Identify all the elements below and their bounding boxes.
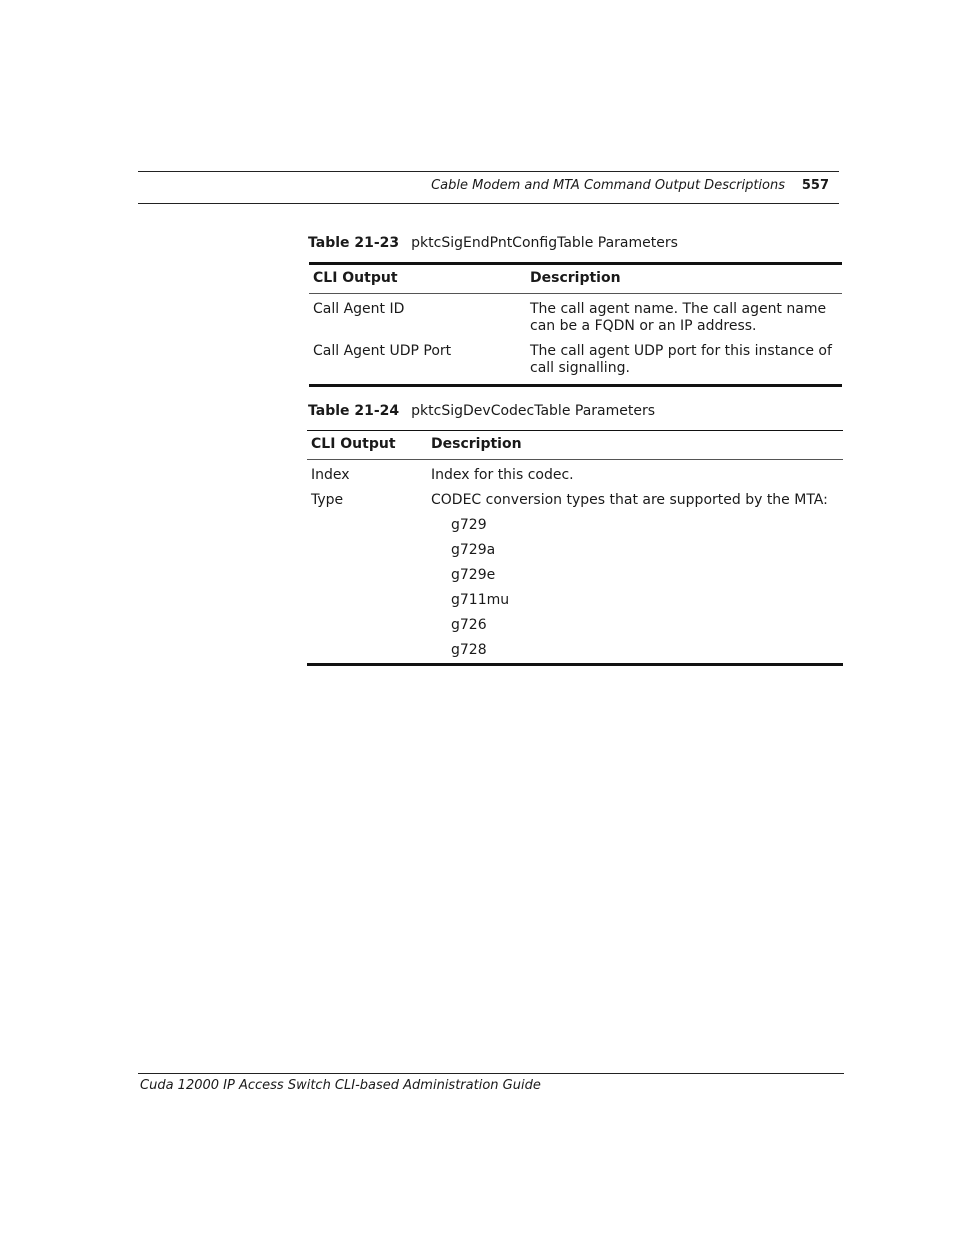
cell-cli-output: Call Agent UDP Port <box>313 343 452 359</box>
codec-list <box>431 517 839 659</box>
running-title: Cable Modem and MTA Command Output Descriptions <box>431 178 785 193</box>
list-item: g728 <box>451 642 487 658</box>
footer-text: Cuda 12000 IP Access Switch CLI-based Administration Guide <box>140 1078 541 1093</box>
footer-rule <box>138 1073 844 1074</box>
cell-cli-output: Type <box>311 492 344 508</box>
cell-cli-output: Call Agent ID <box>313 301 405 317</box>
table-row <box>307 491 843 665</box>
caption-title: pktcSigEndPntConfigTable Parameters <box>411 235 678 251</box>
cell-description: The call agent name. The call agent name can be a FQDN or an IP address. <box>530 301 827 334</box>
table-row <box>307 460 843 492</box>
table-header-row <box>309 264 842 294</box>
table-header-row <box>307 431 843 460</box>
list-item: g726 <box>451 617 487 633</box>
cell-description <box>427 491 843 665</box>
list-item: g711mu <box>451 592 510 608</box>
list-item: g729 <box>451 517 487 533</box>
caption-title: pktcSigDevCodecTable Parameters <box>411 403 656 419</box>
page-number: 557 <box>801 178 829 193</box>
table-pktcsigendpntconfigtable <box>309 262 842 387</box>
column-header-cli-output: CLI Output <box>309 264 526 294</box>
cell-description-text: CODEC conversion types that are supported by the MTA: <box>431 492 828 508</box>
table-pktcsigdevcodectable <box>307 430 843 666</box>
caption-number: Table 21-24 <box>308 403 400 419</box>
table-caption-21-23 <box>308 235 678 251</box>
table-caption-21-24 <box>308 403 655 419</box>
caption-number: Table 21-23 <box>308 235 400 251</box>
table-row <box>309 294 842 343</box>
column-header-description: Description <box>526 264 842 294</box>
header-rule-top <box>138 171 839 172</box>
cell-cli-output: Index <box>311 467 350 483</box>
list-item: g729e <box>451 567 496 583</box>
list-item: g729a <box>451 542 496 558</box>
column-header-cli-output: CLI Output <box>307 431 427 460</box>
header-rule-bottom <box>138 203 839 204</box>
cell-description: The call agent UDP port for this instance of call signalling. <box>530 343 832 376</box>
column-header-description: Description <box>427 431 843 460</box>
table-row <box>309 342 842 386</box>
cell-description: Index for this codec. <box>431 467 574 483</box>
